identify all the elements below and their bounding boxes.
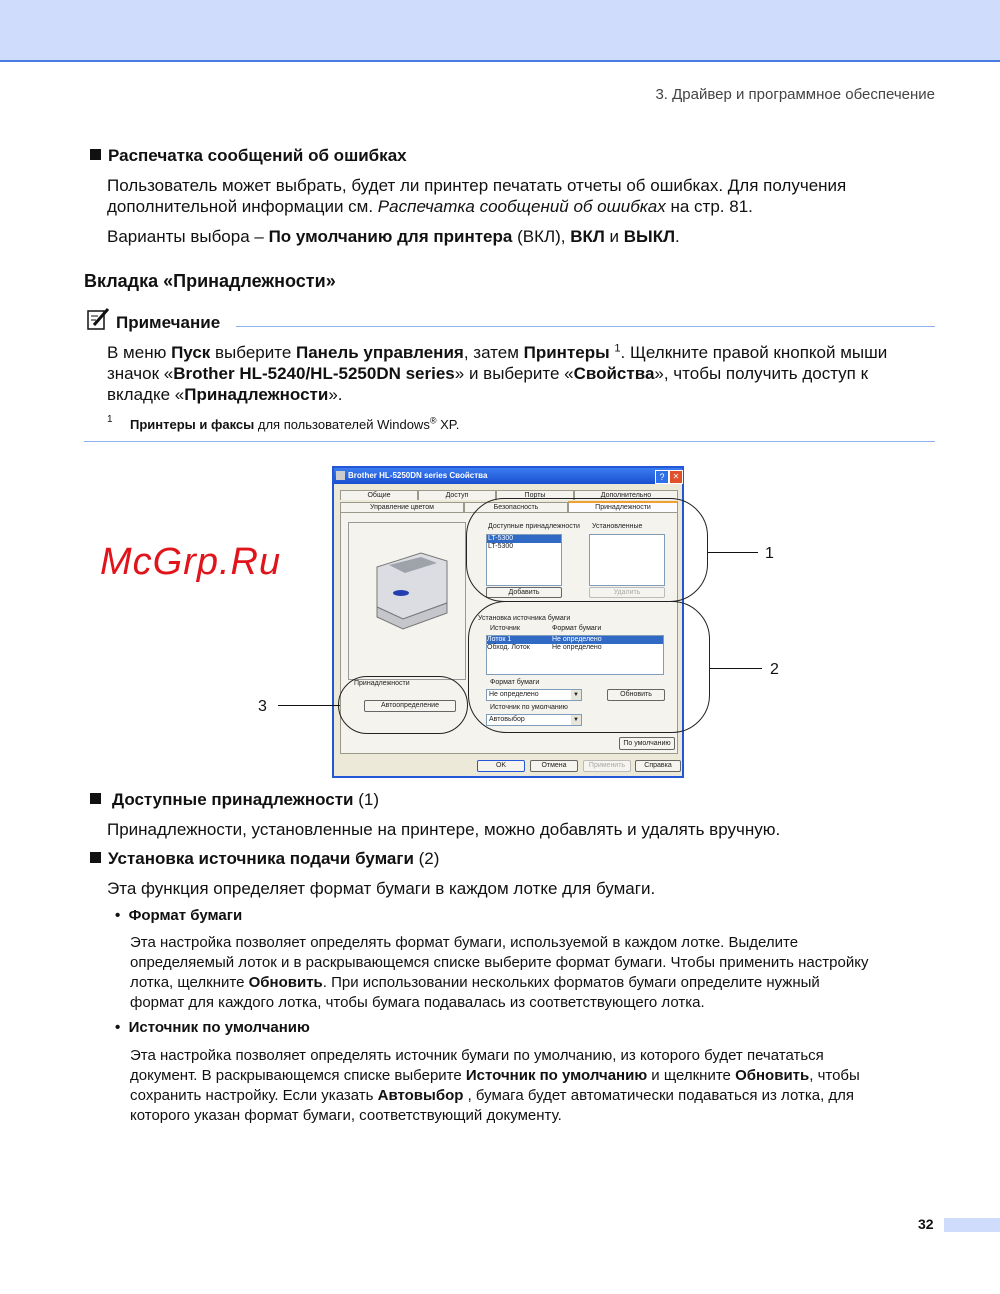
t: выберите [210, 343, 296, 362]
t: , чтобы [809, 1067, 860, 1084]
note-rule [236, 326, 935, 327]
callout-oval-1 [466, 498, 708, 602]
printer-icon [336, 471, 345, 480]
paper-source-label: Установка источника бумаги [478, 615, 571, 622]
update-button[interactable]: Обновить [607, 689, 665, 701]
t: ». [328, 385, 343, 404]
watermark: McGrp.Ru [100, 541, 282, 583]
close-icon[interactable]: ✕ [669, 470, 683, 484]
heading-paper-source [90, 849, 439, 869]
bullet-square-icon [90, 149, 101, 160]
dialog-titlebar: Brother HL-5250DN series Свойства [334, 468, 682, 484]
t: Панель управления [296, 343, 464, 362]
bullet-square-icon [90, 793, 101, 804]
cancel-button[interactable]: Отмена [530, 760, 578, 772]
callout-line [278, 705, 340, 706]
t: Автовыбор [377, 1087, 464, 1104]
t: В меню [107, 343, 172, 362]
t: и щелкните [647, 1067, 736, 1084]
heading-error-print [90, 146, 407, 166]
help-icon[interactable]: ? [655, 470, 669, 484]
callout-line [708, 552, 758, 553]
text: ВЫКЛ [623, 227, 676, 246]
page-number: 32 [918, 1216, 934, 1232]
text: ВКЛ [570, 227, 605, 246]
paragraph [130, 1046, 860, 1126]
accessories-group-label: Принадлежности [354, 680, 410, 687]
t: Brother HL-5240/HL-5250DN series [173, 364, 455, 383]
t: Принадлежности [184, 385, 329, 404]
default-source-label: Источник по умолчанию [490, 704, 568, 711]
tab-sharing[interactable]: Доступ [418, 490, 496, 500]
t: . При использовании нескольких форматов бумаги определите нужный [322, 974, 820, 991]
t: для пользователей Windows [254, 417, 430, 432]
t: Обновить [735, 1067, 810, 1084]
note-end-rule [84, 441, 935, 442]
top-band [0, 0, 1000, 62]
t: лотка, щелкните [130, 974, 249, 991]
t: вкладке « [107, 385, 185, 404]
t: » и выберите « [454, 364, 574, 383]
t: Установка источника подачи бумаги [108, 849, 414, 868]
cell: Не определено [552, 644, 602, 651]
t: Доступные принадлежности [112, 790, 354, 809]
t: Эта настройка позволяет определять формат бумаги, используемой в каждом лотке. Выделите [130, 934, 799, 951]
t: XP. [436, 417, 460, 432]
paragraph-options [107, 226, 680, 247]
bullet-paper-size: • Формат бумаги [115, 907, 243, 924]
paragraph [107, 175, 846, 217]
t: Свойства [573, 364, 655, 383]
column-paper-size: Формат бумаги [552, 625, 602, 632]
text: Пользователь может выбрать, будет ли принтер печатать отчеты об ошибках. Для получения [107, 176, 847, 195]
tab-advanced[interactable]: Дополнительно [574, 490, 678, 500]
t: Источник по умолчанию [465, 1067, 648, 1084]
t: значок « [107, 364, 174, 383]
text: . [675, 227, 680, 246]
t: документ. В раскрывающемся списке выберите [130, 1067, 466, 1084]
footnote-number: 1 [107, 414, 113, 425]
callout-2: 2 [770, 661, 779, 678]
printer-image-frame [348, 522, 466, 680]
section-title: Вкладка «Принадлежности» [84, 271, 336, 291]
note-title: Примечание [116, 313, 221, 332]
footnote-ref: 1 [614, 342, 621, 355]
t: Пуск [171, 343, 211, 362]
callout-3: 3 [258, 698, 267, 715]
list-item-selected[interactable]: LT-5300 [487, 535, 561, 543]
tab-accessories[interactable]: Принадлежности [568, 501, 678, 512]
text: По умолчанию для принтера [268, 227, 513, 246]
t: , бумага будет автоматически подаваться из лотка, для [463, 1087, 855, 1104]
note-text [107, 342, 887, 405]
paragraph: Эта функция определяет формат бумаги в каждом лотке для бумаги. [107, 879, 656, 898]
chevron-down-icon: ▼ [571, 690, 581, 700]
remove-button[interactable]: Удалить [589, 587, 665, 598]
callout-line [710, 668, 762, 669]
t: (2) [413, 849, 440, 868]
t: », чтобы получить доступ к [654, 364, 869, 383]
ok-button[interactable]: OK [477, 760, 525, 772]
cross-reference-link[interactable]: Распечатка сообщений об ошибках [377, 197, 666, 216]
text: на стр. 81. [665, 197, 753, 216]
text: дополнительной информации см. [107, 197, 378, 216]
help-button[interactable]: Справка [635, 760, 681, 772]
text: и [604, 227, 624, 246]
running-header: 3. Драйвер и программное обеспечение [655, 86, 935, 103]
tab-ports[interactable]: Порты [496, 490, 574, 500]
chevron-down-icon: ▼ [571, 715, 581, 725]
t: сохранить настройку. Если указать [130, 1087, 378, 1104]
installed-label: Установленные [592, 523, 643, 530]
text: (ВКЛ), [512, 227, 571, 246]
tab-general[interactable]: Общие [340, 490, 418, 500]
heading-text: Распечатка сообщений об ошибках [108, 146, 407, 165]
heading-available [90, 790, 379, 810]
t: формат для каждого лотка, чтобы бумага подавалась из соответствующего лотка. [130, 994, 705, 1011]
t: Формат бумаги [128, 907, 243, 924]
bullet-default-source: • Источник по умолчанию [115, 1019, 310, 1036]
tab-security[interactable]: Безопасность [464, 502, 568, 512]
auto-detect-button[interactable]: Автоопределение [364, 700, 456, 712]
cell: Лоток 1 [487, 636, 512, 643]
t: Источник по умолчанию [128, 1019, 310, 1036]
defaults-button[interactable]: По умолчанию [619, 737, 675, 750]
list-item[interactable]: LT-5300 [488, 543, 514, 550]
footnote [130, 417, 459, 432]
callout-1: 1 [765, 545, 774, 562]
t: Принтеры [523, 343, 610, 362]
footer-band [944, 1218, 1000, 1232]
t: которого указан формат бумаги, соответствующий документу. [130, 1107, 562, 1124]
note-pencil-icon [86, 307, 112, 331]
t: определяемый лоток и в раскрывающемся списке выберите формат бумаги. Чтобы применить настройку [130, 954, 869, 971]
t: ® [429, 415, 437, 426]
paragraph: Принадлежности, установленные на принтере, можно добавлять и удалять вручную. [107, 820, 781, 839]
cell: Не определено [552, 636, 602, 643]
add-button[interactable]: Добавить [486, 587, 562, 598]
column-source: Источник [490, 625, 520, 632]
callout-oval-3 [338, 676, 468, 734]
t: Обновить [248, 974, 323, 991]
cell: Обход. Лоток [487, 644, 530, 651]
apply-button[interactable]: Применить [583, 760, 631, 772]
callout-oval-2 [468, 601, 710, 733]
available-label: Доступные принадлежности [488, 523, 580, 530]
size-label: Формат бумаги [490, 679, 540, 686]
tab-color-management[interactable]: Управление цветом [340, 502, 464, 512]
t: , затем [463, 343, 524, 362]
t: Принтеры и факсы [130, 417, 255, 432]
select-value: Автовыбор [489, 716, 525, 723]
t: . Щелкните правой кнопкой мыши [620, 343, 888, 362]
select-value: Не определено [489, 691, 539, 698]
t: Эта настройка позволяет определять источник бумаги по умолчанию, из которого будет печататься [130, 1047, 824, 1064]
t: (1) [353, 790, 380, 809]
paragraph [130, 933, 868, 1013]
printer-illustration [349, 523, 465, 679]
text: Варианты выбора – [107, 227, 269, 246]
bullet-square-icon [90, 852, 101, 863]
